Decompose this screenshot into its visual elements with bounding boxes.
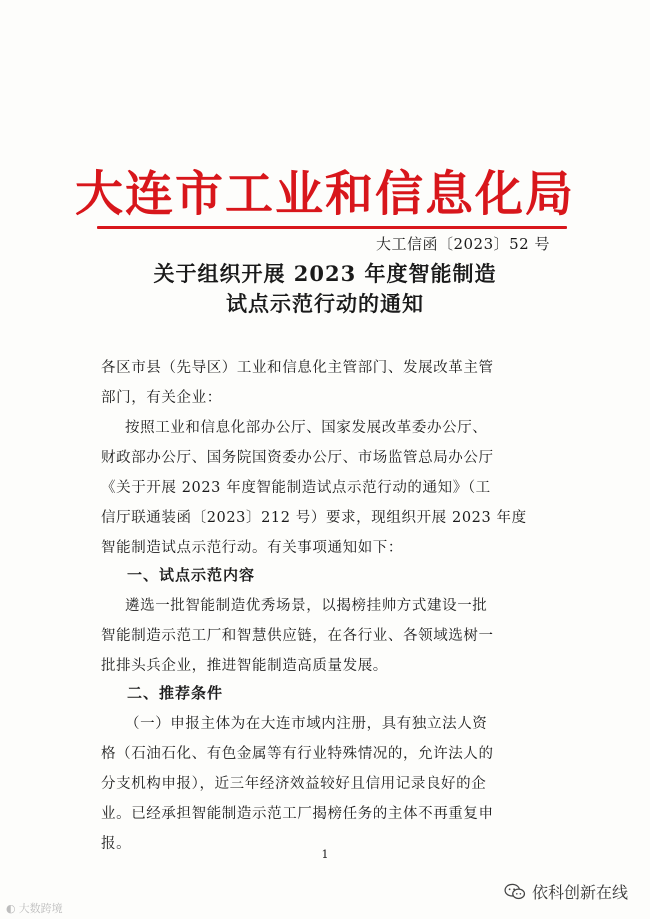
paragraph-line: 批排头兵企业，推进智能制造高质量发展。 (101, 658, 388, 674)
addressee-line-1: 各区市县（先导区）工业和信息化主管部门、发展改革主管 (101, 360, 494, 376)
letterhead-red-rule (97, 226, 567, 229)
notice-title-line-2: 试点示范行动的通知 (226, 291, 424, 316)
paragraph-line: 分支机构申报），近三年经济效益较好且信用记录良好的企 (101, 776, 487, 792)
section-heading-2: 二、推荐条件 (127, 684, 224, 702)
paragraph-line: 信厅联通装函〔2023〕212 号）要求，现组织开展 2023 年度 (101, 510, 527, 526)
page-number: 1 (321, 848, 329, 861)
paragraph-line: 按照工业和信息化部办公厅、国家发展改革委办公厅、 (125, 420, 488, 436)
agency-letterhead: 大连市工业和信息化局 (74, 166, 575, 222)
watermark-logo-icon: ◐ (6, 901, 16, 915)
paragraph-line: 报。 (101, 836, 132, 852)
paragraph-line: 智能制造试点示范行动。有关事项通知如下： (101, 540, 403, 556)
notice-title-line-1: 关于组织开展 2023 年度智能制造 (153, 261, 497, 286)
paragraph-line: 业。已经承担智能制造示范工厂揭榜任务的主体不再重复申 (101, 806, 494, 822)
paragraph-line: （一）申报主体为在大连市域内注册，具有独立法人资 (125, 716, 488, 732)
watermark-left (6, 900, 63, 916)
paragraph-line: 智能制造示范工厂和智慧供应链，在各行业、各领域选树一 (101, 628, 494, 644)
watermark-right-text: 依科创新在线 (531, 883, 628, 902)
watermark-right (504, 880, 628, 903)
paragraph-line: 财政部办公厅、国务院国资委办公厅、市场监管总局办公厅 (101, 450, 494, 466)
paragraph-line: 格（石油石化、有色金属等有行业特殊情况的，允许法人的 (101, 746, 494, 762)
paragraph-line: 《关于开展 2023 年度智能制造试点示范行动的通知》（工 (101, 480, 491, 496)
watermark-left-text: 大数跨境 (18, 902, 63, 915)
section-heading-1: 一、试点示范内容 (127, 566, 256, 584)
wechat-icon (504, 883, 526, 901)
paragraph-line: 遴选一批智能制造优秀场景，以揭榜挂帅方式建设一批 (125, 598, 488, 614)
document-number: 大工信函〔2023〕52 号 (375, 235, 550, 253)
addressee-line-2: 部门，有关企业： (101, 390, 222, 406)
